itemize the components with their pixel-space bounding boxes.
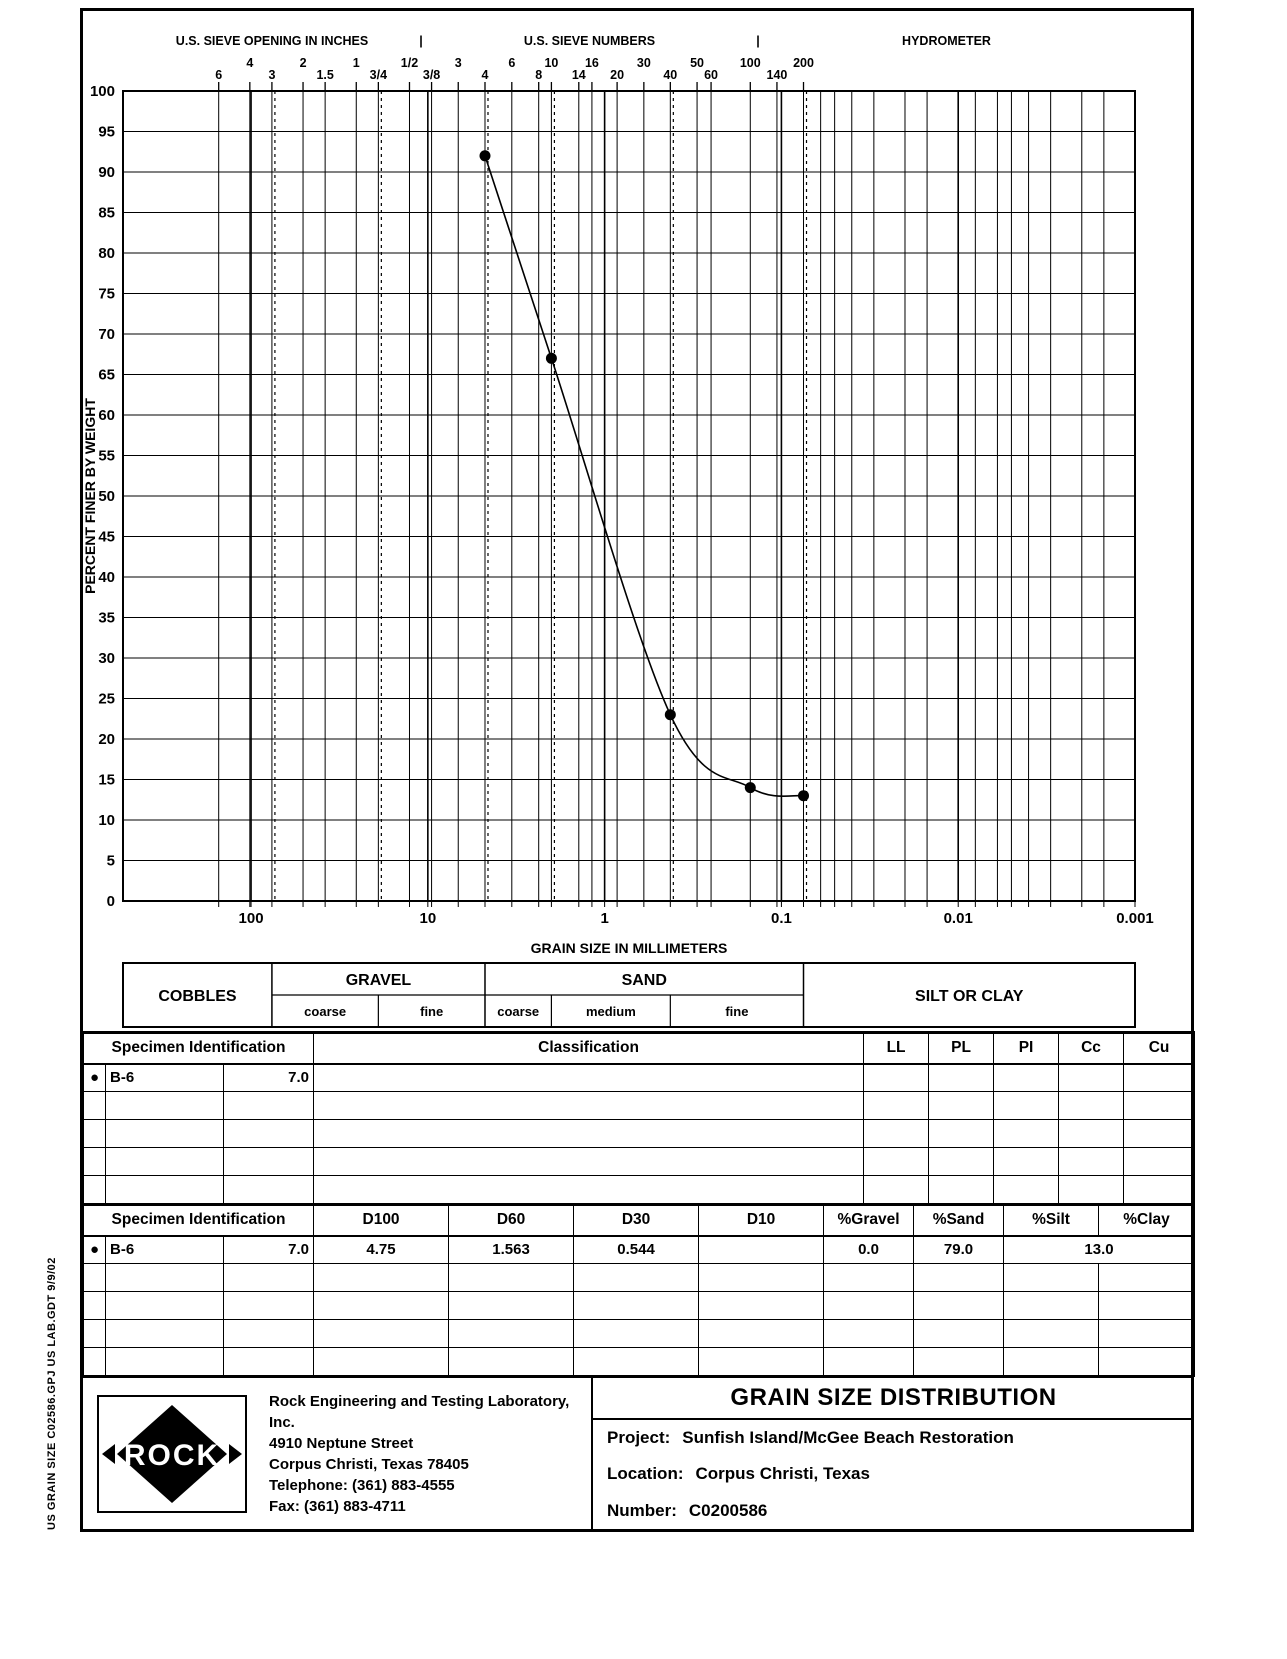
sieve-tick-label: 3/8: [422, 68, 441, 82]
y-tick-label: 55: [98, 447, 115, 465]
pct-clay-value: [1099, 1264, 1195, 1292]
number-value: C0200586: [688, 1500, 768, 1520]
project-value: Sunfish Island/McGee Beach Restoration: [682, 1428, 1014, 1448]
table-row: [84, 1264, 1195, 1292]
table-row: [84, 1148, 1195, 1176]
logo-left-arrow-icon: [102, 1444, 115, 1464]
data-point-marker: [745, 782, 756, 793]
classification-value: [314, 1120, 864, 1148]
specimen-id: [106, 1148, 224, 1176]
sieve-tick-label: 4: [481, 68, 489, 82]
pct-gravel-value: [824, 1264, 914, 1292]
sieve-tick-label: 30: [636, 56, 651, 70]
specimen-marker: ●: [84, 1236, 106, 1264]
y-tick-label: 70: [98, 326, 115, 343]
y-tick-label: 40: [98, 569, 115, 586]
sieve-tick-label: 3/4: [369, 68, 388, 82]
x-axis-title: GRAIN SIZE IN MILLIMETERS: [530, 940, 728, 956]
number-field: [593, 1493, 1194, 1529]
header-d60: D60: [449, 1205, 574, 1236]
pct-gravel-value: [824, 1348, 914, 1376]
axis-titles: [83, 398, 727, 956]
x-decade-label: 100: [238, 910, 264, 927]
company-line: Fax: (361) 883-4711: [269, 1497, 406, 1515]
sieve-tick-label: 100: [739, 56, 761, 70]
specimen-id: [106, 1264, 224, 1292]
y-tick-label: 85: [98, 204, 115, 222]
ll-value: [864, 1148, 929, 1176]
sieve-tick-label: 140: [766, 68, 788, 82]
y-tick-label: 80: [98, 245, 115, 262]
specimen-id: B-6: [106, 1064, 224, 1092]
sieve-tick-label: 10: [544, 56, 559, 70]
sieve-tick-label: 2: [299, 56, 307, 70]
specimen-depth: [224, 1092, 314, 1120]
data-point-marker: [479, 150, 490, 161]
pct-gravel-value: 0.0: [824, 1236, 914, 1264]
cu-value: [1124, 1176, 1195, 1204]
pct-silt-clay-value: 13.0: [1004, 1236, 1195, 1264]
d10-value: [699, 1292, 824, 1320]
pl-value: [929, 1176, 994, 1204]
ll-value: [864, 1120, 929, 1148]
band-group-label: COBBLES: [158, 988, 237, 1005]
grain-size-chart: [83, 11, 1194, 1031]
pl-value: [929, 1064, 994, 1092]
table-row: [84, 1292, 1195, 1320]
header-pl: PL: [929, 1033, 994, 1064]
d60-value: 1.563: [449, 1236, 574, 1264]
title-block: [83, 1375, 1194, 1529]
sidebar-filename-text: US GRAIN SIZE C02586.GPJ US LAB.GDT 9/9/02: [46, 1257, 58, 1530]
y-tick-label: 65: [98, 366, 115, 384]
project-block: [593, 1378, 1194, 1529]
company-address: [269, 1391, 591, 1517]
pct-clay-value: [1099, 1348, 1195, 1376]
specimen-depth: 7.0: [224, 1236, 314, 1264]
pi-value: [994, 1064, 1059, 1092]
ll-value: [864, 1064, 929, 1092]
logo-text: ROCK: [123, 1438, 221, 1472]
atterberg-table-wrap: [83, 1031, 1194, 1205]
specimen-marker: [84, 1264, 106, 1292]
sieve-tick-label: 200: [793, 56, 814, 70]
table-row: [84, 1348, 1195, 1376]
pl-value: [929, 1148, 994, 1176]
table-row: [84, 1092, 1195, 1120]
project-label: Project:: [607, 1428, 671, 1448]
location-field: [593, 1456, 1194, 1492]
pct-silt-value: [1004, 1264, 1099, 1292]
y-tick-label: 60: [98, 407, 115, 424]
sieve-tick-label: 6: [215, 68, 223, 82]
cc-value: [1059, 1176, 1124, 1204]
specimen-depth: [224, 1292, 314, 1320]
classification-value: [314, 1064, 864, 1092]
pi-value: [994, 1176, 1059, 1204]
table-row: [84, 1236, 1195, 1264]
header-classification: Classification: [314, 1033, 864, 1064]
pl-value: [929, 1120, 994, 1148]
report-frame: [80, 8, 1194, 1532]
d100-value: [314, 1292, 449, 1320]
number-label: Number:: [607, 1500, 677, 1520]
y-tick-label: 5: [106, 852, 115, 870]
specimen-marker: [84, 1120, 106, 1148]
sieve-tick-label: 3: [268, 68, 276, 82]
classification-value: [314, 1176, 864, 1204]
header-pct-gravel: %Gravel: [824, 1205, 914, 1236]
specimen-id: [106, 1320, 224, 1348]
x-decade-labels: [239, 910, 1154, 927]
axis-title-separator: |: [419, 34, 423, 48]
pct-gravel-value: [824, 1320, 914, 1348]
header-pct-silt: %Silt: [1004, 1205, 1099, 1236]
top-axis-titles: [176, 34, 991, 48]
data-point-marker: [665, 709, 676, 720]
specimen-marker: ●: [84, 1064, 106, 1092]
pct-sand-value: 79.0: [914, 1236, 1004, 1264]
sieve-tick-label: 16: [584, 56, 599, 70]
specimen-id: [106, 1120, 224, 1148]
header-pi: PI: [994, 1033, 1059, 1064]
specimen-marker: [84, 1320, 106, 1348]
sieve-tick-label: 4: [246, 56, 254, 70]
sieve-tick-label: 60: [704, 68, 719, 82]
project-field: [593, 1420, 1194, 1456]
d10-value: [699, 1348, 824, 1376]
classification-value: [314, 1148, 864, 1176]
table-row: [84, 1176, 1195, 1204]
y-tick-label: 25: [98, 690, 115, 708]
sieve-tick-label: 20: [610, 68, 625, 82]
y-tick-label: 95: [98, 123, 115, 141]
pct-sand-value: [914, 1320, 1004, 1348]
d60-value: [449, 1320, 574, 1348]
specimen-marker: [84, 1092, 106, 1120]
specimen-id: [106, 1176, 224, 1204]
d100-value: 4.75: [314, 1236, 449, 1264]
band-sub-label: fine: [420, 1004, 444, 1019]
table-row: [84, 1064, 1195, 1092]
rock-logo-graphic: [99, 1397, 245, 1511]
location-label: Location:: [607, 1464, 684, 1484]
document-title: GRAIN SIZE DISTRIBUTION: [593, 1378, 1194, 1420]
sieve-ticks: [215, 56, 814, 91]
y-tick-label: 20: [98, 731, 115, 748]
pct-clay-value: [1099, 1292, 1195, 1320]
header-specimen-identification-2: Specimen Identification: [84, 1205, 314, 1236]
header-d100: D100: [314, 1205, 449, 1236]
header-pct-sand: %Sand: [914, 1205, 1004, 1236]
y-tick-label: 45: [98, 528, 115, 546]
d30-value: [574, 1320, 699, 1348]
pct-clay-value: [1099, 1320, 1195, 1348]
sieve-tick-label: 3: [454, 56, 462, 70]
specimen-depth: [224, 1120, 314, 1148]
y-tick-label: 0: [106, 893, 115, 910]
header-cu: Cu: [1124, 1033, 1195, 1064]
header-ll: LL: [864, 1033, 929, 1064]
specimen-depth: [224, 1320, 314, 1348]
pct-sand-value: [914, 1292, 1004, 1320]
ll-value: [864, 1176, 929, 1204]
band-group-label: SILT OR CLAY: [915, 988, 1024, 1005]
specimen-marker: [84, 1292, 106, 1320]
sieve-tick-label: 40: [663, 68, 678, 82]
specimen-marker: [84, 1148, 106, 1176]
gradation-table-wrap: [83, 1203, 1194, 1377]
company-block: [83, 1378, 593, 1529]
axis-title-separator: |: [756, 34, 760, 48]
specimen-id: [106, 1348, 224, 1376]
atterberg-header-row: [84, 1033, 1195, 1064]
cc-value: [1059, 1148, 1124, 1176]
atterberg-table: [83, 1031, 1195, 1205]
pl-value: [929, 1092, 994, 1120]
d30-value: [574, 1264, 699, 1292]
d60-value: [449, 1348, 574, 1376]
band-group-label: GRAVEL: [345, 972, 412, 989]
gradation-header-row: [84, 1205, 1195, 1236]
hydrometer-title: HYDROMETER: [902, 34, 991, 48]
pct-sand-value: [914, 1348, 1004, 1376]
header-d30: D30: [574, 1205, 699, 1236]
y-axis-title: PERCENT FINER BY WEIGHT: [83, 398, 98, 594]
sieve-tick-label: 50: [690, 56, 705, 70]
classification-band: [123, 963, 1135, 1027]
header-specimen-identification: Specimen Identification: [84, 1033, 314, 1064]
company-line: Rock Engineering and Testing Laboratory, Inc.: [269, 1392, 570, 1431]
pct-silt-value: [1004, 1292, 1099, 1320]
pi-value: [994, 1148, 1059, 1176]
cu-value: [1124, 1120, 1195, 1148]
d30-value: [574, 1292, 699, 1320]
band-sub-label: coarse: [304, 1004, 347, 1019]
pct-silt-value: [1004, 1320, 1099, 1348]
d60-value: [449, 1264, 574, 1292]
specimen-depth: [224, 1264, 314, 1292]
sieve-inches-title: U.S. SIEVE OPENING IN INCHES: [175, 34, 369, 48]
y-tick-label: 30: [98, 650, 115, 667]
cc-value: [1059, 1064, 1124, 1092]
specimen-id: [106, 1292, 224, 1320]
y-tick-label: 50: [98, 488, 115, 505]
band-group-label: SAND: [621, 972, 667, 989]
d10-value: [699, 1236, 824, 1264]
sieve-tick-label: 14: [571, 68, 586, 82]
data-point-marker: [798, 790, 809, 801]
d30-value: [574, 1348, 699, 1376]
data-point-marker: [546, 353, 557, 364]
y-tick-label: 90: [98, 164, 115, 181]
y-tick-label: 10: [98, 812, 115, 829]
specimen-depth: [224, 1176, 314, 1204]
sieve-tick-label: 6: [508, 56, 516, 70]
specimen-id: [106, 1092, 224, 1120]
logo-right-arrow-icon: [229, 1444, 242, 1464]
specimen-marker: [84, 1176, 106, 1204]
y-tick-label: 15: [98, 771, 115, 789]
pi-value: [994, 1120, 1059, 1148]
ll-value: [864, 1092, 929, 1120]
rock-logo: [97, 1395, 247, 1513]
y-tick-label: 100: [89, 83, 115, 100]
y-tick-label: 75: [98, 285, 115, 303]
specimen-depth: [224, 1148, 314, 1176]
cu-value: [1124, 1092, 1195, 1120]
cc-value: [1059, 1120, 1124, 1148]
cc-value: [1059, 1092, 1124, 1120]
sieve-tick-label: 1: [352, 56, 360, 70]
y-tick-label: 35: [98, 609, 115, 627]
pct-gravel-value: [824, 1292, 914, 1320]
x-decade-label: 0.001: [1116, 910, 1154, 927]
classification-value: [314, 1092, 864, 1120]
pct-silt-value: [1004, 1348, 1099, 1376]
band-sub-label: fine: [725, 1004, 749, 1019]
band-sub-label: medium: [585, 1004, 636, 1019]
d100-value: [314, 1320, 449, 1348]
cu-value: [1124, 1064, 1195, 1092]
specimen-depth: 7.0: [224, 1064, 314, 1092]
company-line: 4910 Neptune Street: [269, 1434, 414, 1452]
company-line: Telephone: (361) 883-4555: [269, 1476, 455, 1494]
sieve-tick-label: 1.5: [316, 68, 334, 82]
x-decade-label: 0.1: [770, 910, 792, 927]
d100-value: [314, 1348, 449, 1376]
x-decade-label: 0.01: [943, 910, 973, 927]
x-decade-label: 10: [419, 910, 437, 927]
table-row: [84, 1120, 1195, 1148]
pct-sand-value: [914, 1264, 1004, 1292]
sieve-tick-label: 8: [535, 68, 543, 82]
d100-value: [314, 1264, 449, 1292]
sieve-numbers-title: U.S. SIEVE NUMBERS: [523, 34, 656, 48]
specimen-marker: [84, 1348, 106, 1376]
header-d10: D10: [699, 1205, 824, 1236]
d10-value: [699, 1264, 824, 1292]
x-decade-label: 1: [600, 910, 609, 927]
company-line: Corpus Christi, Texas 78405: [269, 1455, 469, 1473]
specimen-id: B-6: [106, 1236, 224, 1264]
d30-value: 0.544: [574, 1236, 699, 1264]
d60-value: [449, 1292, 574, 1320]
gradation-table: [83, 1203, 1195, 1377]
header-cc: Cc: [1059, 1033, 1124, 1064]
sieve-tick-label: 1/2: [400, 56, 419, 70]
specimen-depth: [224, 1348, 314, 1376]
table-row: [84, 1320, 1195, 1348]
pi-value: [994, 1092, 1059, 1120]
band-sub-label: coarse: [497, 1004, 540, 1019]
d10-value: [699, 1320, 824, 1348]
cu-value: [1124, 1148, 1195, 1176]
location-value: Corpus Christi, Texas: [695, 1464, 870, 1484]
header-pct-clay: %Clay: [1099, 1205, 1195, 1236]
